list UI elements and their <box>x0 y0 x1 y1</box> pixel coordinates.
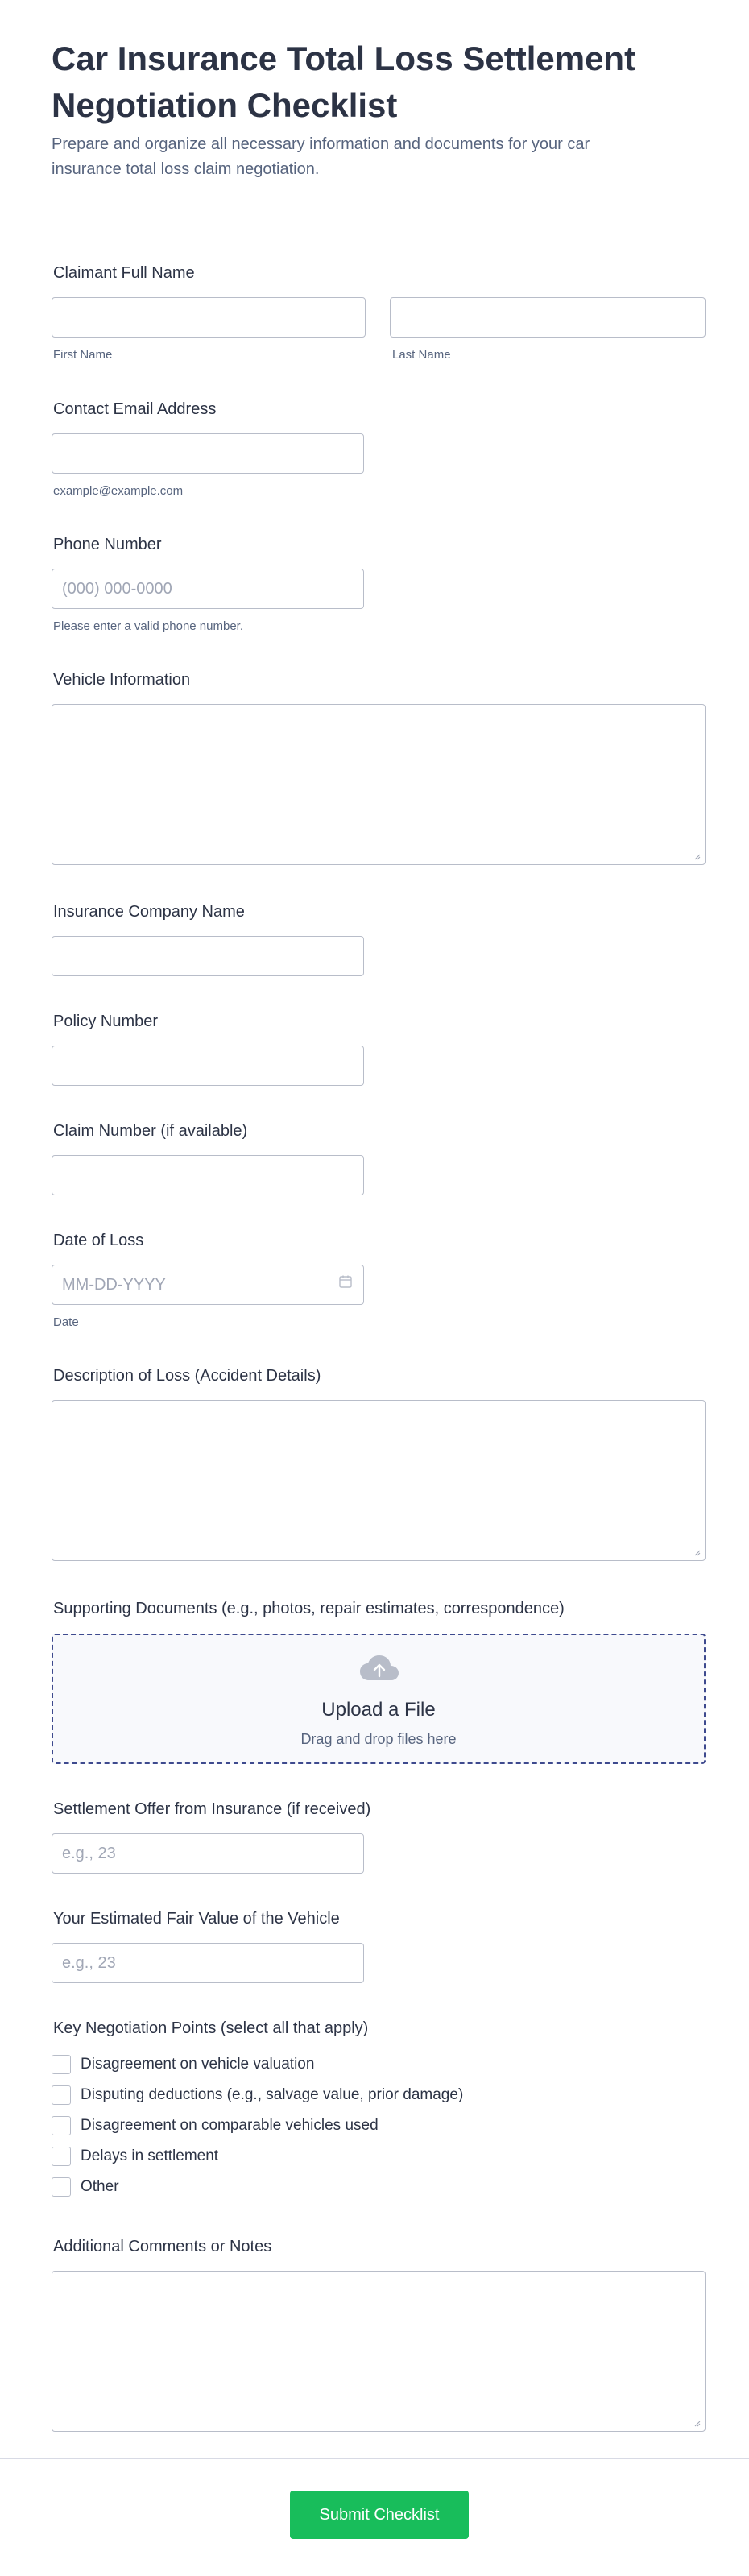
settlement-offer-label: Settlement Offer from Insurance (if received) <box>53 1800 371 1818</box>
insurance-company-label: Insurance Company Name <box>53 903 245 921</box>
policy-number-input[interactable] <box>52 1046 364 1086</box>
negotiation-option-label: Disputing deductions (e.g., salvage value, prior damage) <box>81 2086 464 2103</box>
negotiation-checkbox[interactable] <box>52 2085 71 2105</box>
settlement-offer-input[interactable] <box>52 1833 364 1874</box>
form-header <box>0 0 749 222</box>
resize-grip-icon[interactable] <box>693 1548 701 1556</box>
email-sublabel: example@example.com <box>53 484 184 498</box>
negotiation-checkbox[interactable] <box>52 2147 71 2166</box>
first-name-input[interactable] <box>52 297 366 338</box>
policy-number-label: Policy Number <box>53 1013 159 1030</box>
supporting-documents-label: Supporting Documents (e.g., photos, repair estimates, correspondence) <box>53 1600 565 1617</box>
negotiation-points-label: Key Negotiation Points (select all that apply) <box>53 2019 369 2037</box>
loss-description-textarea[interactable] <box>52 1400 706 1561</box>
negotiation-checkbox[interactable] <box>52 2055 71 2074</box>
claim-number-input[interactable] <box>52 1155 364 1195</box>
cloud-upload-icon <box>359 1655 399 1684</box>
file-upload-dropzone[interactable] <box>52 1634 706 1764</box>
vehicle-info-textarea[interactable] <box>52 704 706 865</box>
fair-value-label: Your Estimated Fair Value of the Vehicle <box>53 1910 340 1928</box>
first-name-sublabel: First Name <box>53 348 113 362</box>
phone-sublabel: Please enter a valid phone number. <box>53 619 243 633</box>
claim-number-label: Claim Number (if available) <box>53 1122 248 1140</box>
negotiation-option-label: Disagreement on vehicle valuation <box>81 2056 315 2073</box>
claimant-name-label: Claimant Full Name <box>53 264 195 282</box>
last-name-sublabel: Last Name <box>392 348 451 362</box>
email-input[interactable] <box>52 433 364 474</box>
negotiation-checkbox[interactable] <box>52 2177 71 2197</box>
insurance-company-input[interactable] <box>52 936 364 976</box>
email-label: Contact Email Address <box>53 400 217 418</box>
date-sublabel: Date <box>53 1315 79 1329</box>
resize-grip-icon[interactable] <box>693 2419 701 2427</box>
date-of-loss-input[interactable] <box>52 1265 364 1305</box>
negotiation-option-label: Delays in settlement <box>81 2147 219 2164</box>
negotiation-option-label: Other <box>81 2178 119 2195</box>
negotiation-option-label: Disagreement on comparable vehicles used <box>81 2117 379 2134</box>
additional-comments-label: Additional Comments or Notes <box>53 2238 272 2255</box>
upload-hint: Drag and drop files here <box>300 1731 457 1747</box>
last-name-input[interactable] <box>390 297 706 338</box>
fair-value-input[interactable] <box>52 1943 364 1983</box>
resize-grip-icon[interactable] <box>693 852 701 860</box>
date-of-loss-label: Date of Loss <box>53 1232 144 1249</box>
upload-title: Upload a File <box>321 1699 436 1721</box>
phone-label: Phone Number <box>53 536 162 553</box>
negotiation-checkbox[interactable] <box>52 2116 71 2135</box>
loss-description-label: Description of Loss (Accident Details) <box>53 1367 321 1385</box>
vehicle-info-label: Vehicle Information <box>53 671 191 689</box>
calendar-icon[interactable] <box>338 1274 353 1289</box>
additional-comments-textarea[interactable] <box>52 2271 706 2432</box>
submit-button[interactable]: Submit Checklist <box>290 2491 469 2539</box>
phone-input[interactable] <box>52 569 364 609</box>
form-title: Car Insurance Total Loss Settlement Negotiation Checklist <box>52 39 636 124</box>
form-description: Prepare and organize all necessary information and documents for your car insurance total loss claim negotiation. <box>52 135 590 178</box>
